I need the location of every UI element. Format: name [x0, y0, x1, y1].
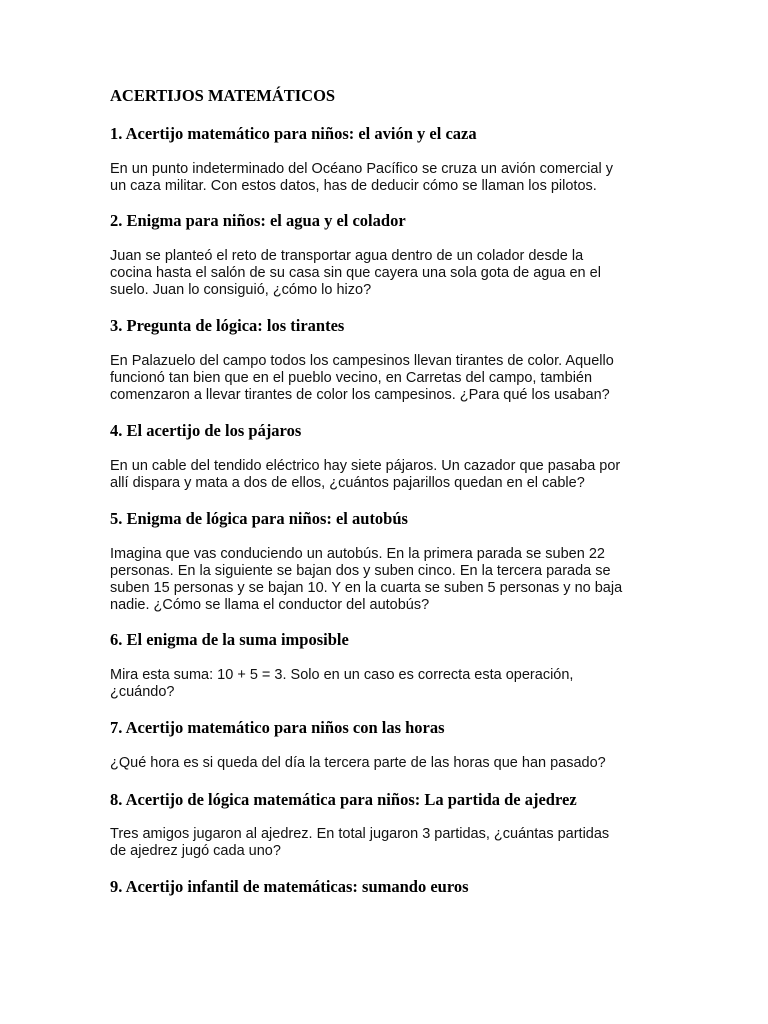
body-line: Juan se planteó el reto de transportar agua dentro de un colador desde la — [110, 248, 584, 264]
section-body-2 — [110, 248, 670, 299]
section-heading-4: 4. El acertijo de los pájaros — [110, 421, 302, 440]
body-line: un caza militar. Con estos datos, has de deducir cómo se llaman los pilotos. — [110, 178, 597, 194]
body-line: de ajedrez jugó cada uno? — [110, 843, 281, 859]
section-heading-1: 1. Acertijo matemático para niños: el avión y el caza — [110, 124, 477, 143]
body-line: ¿Qué hora es si queda del día la tercera parte de las horas que han pasado? — [110, 755, 606, 771]
body-line: ¿cuándo? — [110, 684, 175, 700]
body-line: allí dispara y mata a dos de ellos, ¿cuántos pajarillos quedan en el cable? — [110, 475, 585, 491]
section-heading-8: 8. Acertijo de lógica matemática para niños: La partida de ajedrez — [110, 790, 577, 809]
section-heading-6: 6. El enigma de la suma imposible — [110, 630, 349, 649]
body-line: Mira esta suma: 10 + 5 = 3. Solo en un caso es correcta esta operación, — [110, 667, 574, 683]
document-title: ACERTIJOS MATEMÁTICOS — [110, 86, 336, 105]
body-line: funcionó tan bien que en el pueblo vecino, en Carretas del campo, también — [110, 370, 593, 386]
section-body-1 — [110, 161, 670, 195]
section-body-6 — [110, 667, 670, 701]
body-line: suben 15 personas y se bajan 10. Y en la cuarta se suben 5 personas y no baja — [110, 580, 623, 596]
body-line: cocina hasta el salón de su casa sin que cayera una sola gota de agua en el — [110, 265, 601, 281]
section-body-3 — [110, 353, 670, 404]
section-heading-2: 2. Enigma para niños: el agua y el colador — [110, 211, 406, 230]
section-heading-7: 7. Acertijo matemático para niños con las horas — [110, 718, 445, 737]
section-heading-5: 5. Enigma de lógica para niños: el autobús — [110, 509, 408, 528]
section-heading-9: 9. Acertijo infantil de matemáticas: sumando euros — [110, 877, 469, 896]
body-line: nadie. ¿Cómo se llama el conductor del autobús? — [110, 597, 430, 613]
body-line: Tres amigos jugaron al ajedrez. En total jugaron 3 partidas, ¿cuántas partidas — [110, 826, 610, 842]
body-line: Imagina que vas conduciendo un autobús. En la primera parada se suben 22 — [110, 546, 605, 562]
body-line: comenzaron a llevar tirantes de color los campesinos. ¿Para qué los usaban? — [110, 387, 610, 403]
body-line: En un cable del tendido eléctrico hay siete pájaros. Un cazador que pasaba por — [110, 458, 621, 474]
section-body-5 — [110, 546, 670, 614]
section-body-7 — [110, 755, 670, 772]
body-line: En un punto indeterminado del Océano Pacífico se cruza un avión comercial y — [110, 161, 613, 177]
body-line: En Palazuelo del campo todos los campesinos llevan tirantes de color. Aquello — [110, 353, 614, 369]
body-line: personas. En la siguiente se bajan dos y suben cinco. En la tercera parada se — [110, 563, 611, 579]
section-body-8 — [110, 826, 670, 860]
section-body-4 — [110, 458, 670, 492]
body-line: suelo. Juan lo consiguió, ¿cómo lo hizo? — [110, 282, 372, 298]
section-heading-3: 3. Pregunta de lógica: los tirantes — [110, 316, 345, 335]
